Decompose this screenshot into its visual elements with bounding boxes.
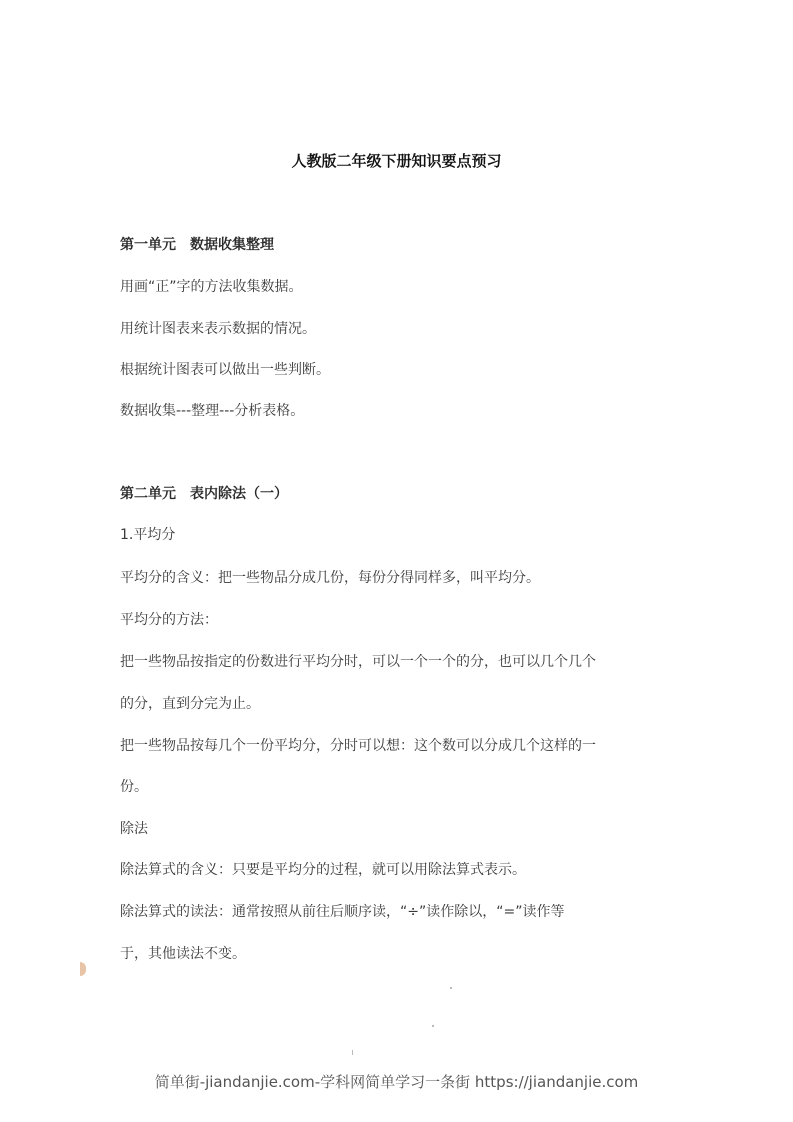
paragraph-line: 平均分的方法：	[120, 612, 218, 628]
paragraph-line: 除法算式的读法：通常按照从前往后顺序读，“÷”读作除以，“=”读作等	[120, 904, 565, 920]
paragraph-line: 1.平均分	[120, 527, 176, 543]
paragraph-line: 把一些物品按每几个一份平均分，分时可以想：这个数可以分成几个这样的一	[120, 738, 596, 754]
scan-speck	[352, 1050, 353, 1055]
paragraph-line: 用统计图表来表示数据的情况。	[120, 321, 316, 337]
paragraph-line: 用画“正”字的方法收集数据。	[120, 279, 303, 295]
paragraph-line: 除法算式的含义：只要是平均分的过程，就可以用除法算式表示。	[120, 862, 526, 878]
document-title: 人教版二年级下册知识要点预习	[291, 152, 502, 170]
paragraph-line: 于，其他读法不变。	[120, 946, 246, 962]
paragraph-line: 份。	[120, 779, 148, 795]
paragraph-line: 数据收集---整理---分析表格。	[120, 403, 305, 419]
paragraph-line: 的分，直到分完为止。	[120, 696, 260, 712]
section-heading-unit-1: 第一单元 数据收集整理	[120, 237, 274, 253]
section-heading-unit-2: 第二单元 表内除法（一）	[120, 486, 288, 502]
paragraph-line: 根据统计图表可以做出一些判断。	[120, 362, 330, 378]
scan-speck	[450, 987, 452, 989]
paragraph-line: 除法	[120, 821, 148, 837]
scan-speck	[432, 1025, 434, 1027]
paragraph-line: 把一些物品按指定的份数进行平均分时，可以一个一个的分，也可以几个几个	[120, 654, 596, 670]
scan-artifact	[80, 962, 86, 976]
footer-watermark: 简单街-jiandanjie.com-学科网简单学习一条街 https://jiandanjie.com	[154, 1073, 639, 1091]
paragraph-line: 平均分的含义：把一些物品分成几份，每份分得同样多，叫平均分。	[120, 570, 540, 586]
